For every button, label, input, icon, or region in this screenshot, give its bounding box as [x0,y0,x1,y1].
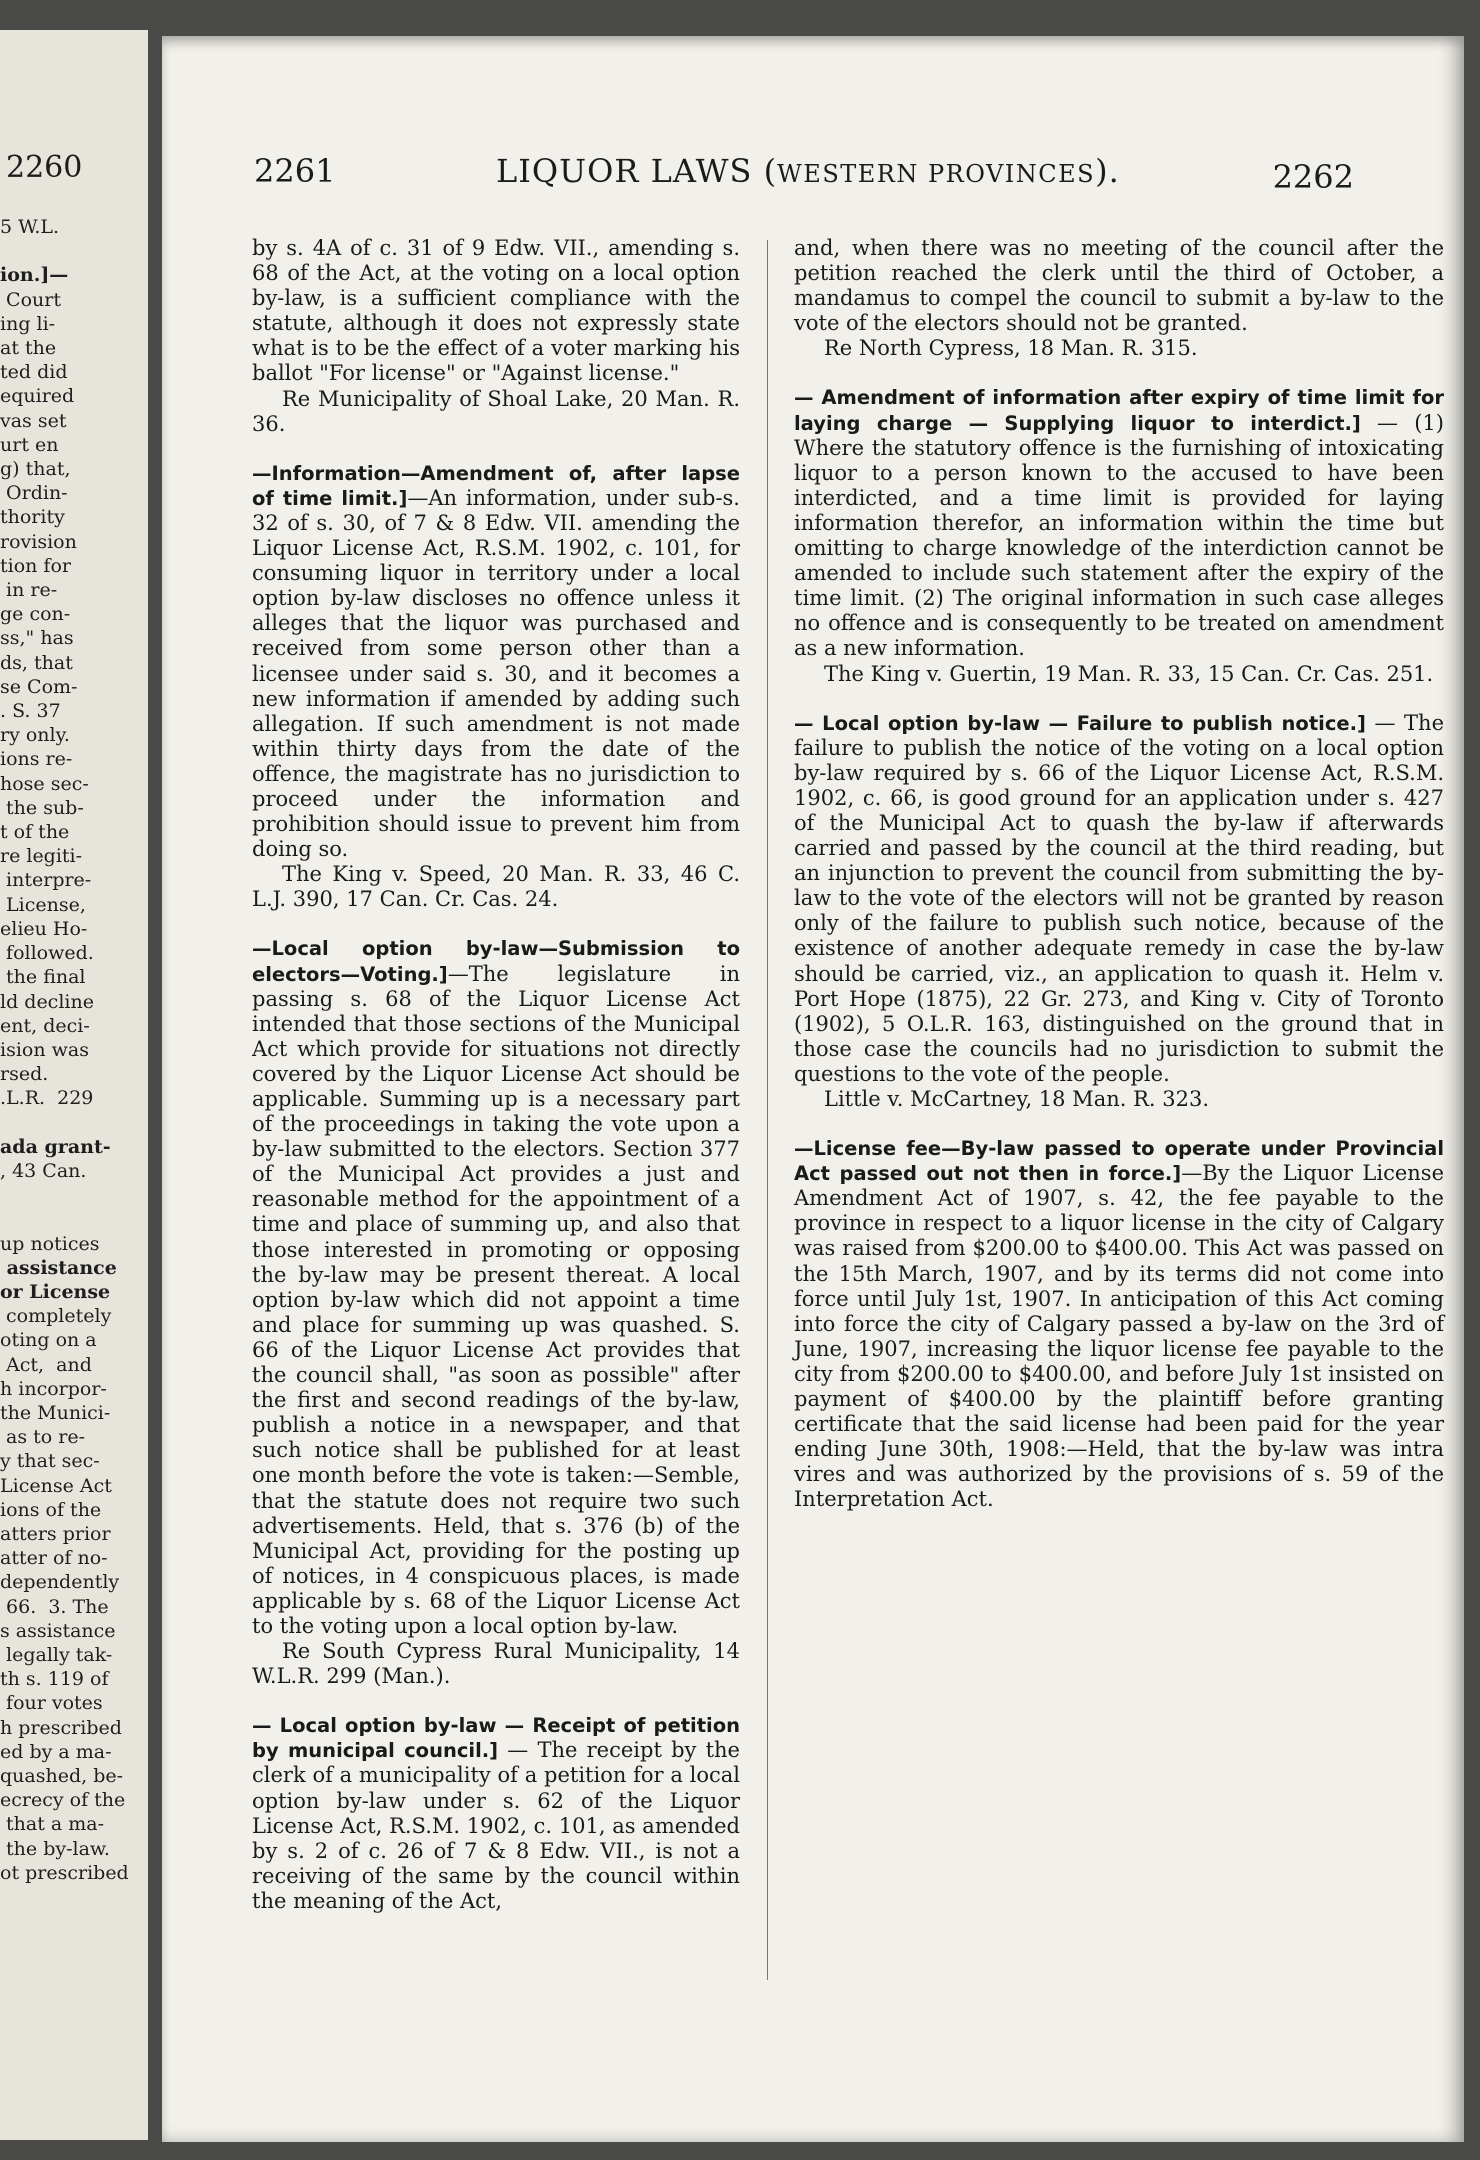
facing-page-line: that a ma- [0,1813,105,1836]
facing-page-line: up notices [0,1232,100,1255]
entry-heading: — Amendment of information after expiry of time limit for laying charge — Supplying liquor to interdict.] [794,386,1444,435]
facing-page-line: rovision [0,530,77,553]
facing-page-line: rsed. [0,1063,49,1086]
facing-page-line: thority [0,506,65,529]
facing-page-line: atters prior [0,1522,111,1545]
facing-page-line: h incorpor- [0,1377,107,1400]
facing-page-line: hose sec- [0,772,89,795]
facing-page-line: the final [0,966,86,989]
facing-page-line: 5 W.L. [0,216,60,238]
facing-page-line: dependently [0,1571,120,1594]
entry-citation: Little v. McCartney, 18 Man. R. 323. [824,1087,1210,1111]
facing-page-line [0,1111,148,1135]
facing-page-line: ds, that [0,651,73,674]
column-divider [767,240,768,1980]
facing-page-line [0,1207,148,1231]
entry-citation: The King v. Guertin, 19 Man. R. 33, 15 Can. Cr. Cas. 251. [824,661,1434,686]
facing-page-line: h prescribed [0,1716,122,1739]
facing-page-line: urt en [0,433,59,456]
facing-page-line: License Act [0,1474,112,1497]
facing-page-line: four votes [0,1692,103,1715]
facing-page-line: ry only. [0,724,70,747]
facing-page-line: License, [0,893,86,916]
facing-page-line: the by-law. [0,1837,110,1860]
facing-page-line: ed by a ma- [0,1740,112,1763]
running-title-main: LIQUOR LAWS ( [496,152,778,190]
facing-page-line: equired [0,385,75,408]
right-intro: and, when there was no meeting of the council after the petition reached the clerk until the third of October, a mandamus to compel the council to submit a by-law to the vote of the electors should not be granted. [794,236,1444,336]
facing-page-line: at the [0,337,57,360]
facing-page-line: completely [0,1305,112,1328]
facing-page-line: ge con- [0,603,71,626]
right-entry-3 [794,1136,1444,1512]
facing-page-line: vas set [0,409,67,432]
entry-heading: —License fee—By-law passed to operate under Provincial Act passed out not then in force.] [794,1137,1444,1186]
left-entry-2 [252,936,740,1689]
facing-page-line: the Munici- [0,1401,111,1424]
facing-page-line: .L.R. 229 [0,1087,94,1110]
facing-page-line: ing li- [0,312,56,335]
facing-page-line: ted did [0,361,68,384]
facing-page-line: Act, and [0,1353,92,1376]
running-title-small-caps: WESTERN PROVINCES [777,160,1096,188]
entry-heading: —Information—Amendment of, after lapse of time limit.] [252,461,740,510]
left-entry-3 [252,1713,740,1914]
right-intro-citation: Re North Cypress, 18 Man. R. 315. [824,336,1198,361]
facing-page-line: g) that, [0,458,71,481]
facing-page-line: ot prescribed [0,1861,129,1884]
left-column [252,236,740,1914]
running-title [496,152,1120,190]
entry-citation: The King v. Speed, 20 Man. R. 33, 46 C. L.J. 390, 17 Can. Cr. Cas. 24. [252,862,740,912]
facing-page-line: s assistance [0,1619,116,1642]
facing-page-line: tion for [0,554,71,577]
entry-body: — (1) Where the statutory offence is the furnishing of intoxicating liquor to a person known to the accused to have been interdicted, and a time limit is provided for laying information therefor, an information within the time but omitting to charge knowledge of the interdiction cannot be amended to include such statement after the expiry of the time limit. (2) The original information in such case alleges no offence and is consequently to be treated on amendment as a new information. [794,410,1444,661]
facing-page-line: th s. 119 of [0,1668,109,1691]
facing-page-line: 66. 3. The [0,1595,109,1618]
facing-page-line: the sub- [0,796,84,819]
facing-page-line: in re- [0,579,58,602]
left-entry-1 [252,461,740,913]
facing-page-line: or License [0,1280,111,1303]
right-entry-2 [794,711,1444,1113]
right-column [794,236,1444,1513]
running-header [162,152,1464,202]
facing-page-line: y that sec- [0,1450,100,1473]
entry-heading: — Local option by-law — Failure to publish notice.] [794,711,1366,735]
facing-page-line: t of the [0,821,70,844]
facing-page-line: . S. 37 [0,700,61,723]
main-page [162,36,1464,2142]
right-entry-1 [794,385,1444,686]
facing-page-line: ions re- [0,748,73,771]
facing-page-line: quashed, be- [0,1765,124,1787]
facing-page-line: ss," has [0,627,74,650]
facing-page-line: as to re- [0,1426,86,1449]
facing-page-line: , 43 Can. [0,1159,87,1182]
entry-body: — The failure to publish the notice of the voting on a local option by-law required by s. 66 of the Liquor License Act, R.S.M. 1902, c. 66, is good ground for an application under s. 427 of the Municipal Act to quash the by-law if afterwards carried and passed by the council at the third reading, but an injunction to prevent the council from submitting the by-law to the vote of the electors will not be granted by reason only of the failure to publish such notice, because of the existence of another adequate remedy in case the by-law should be carried, viz., an application to quash it. Helm v. Port Hope (1875), 22 Gr. 273, and King v. City of Toronto (1902), 5 O.L.R. 163, distinguished on the ground that in those case the councils had no jurisdiction to submit the questions to the vote of the people. [794,710,1445,1086]
facing-page-line: ision was [0,1038,89,1061]
facing-page-line: atter of no- [0,1547,108,1570]
entry-body: —An information, under sub-s. 32 of s. 30, of 7 & 8 Edw. VII. amending the Liquor License Act, R.S.M. 1902, c. 101, for consuming liquor in territory under a local option by-law discloses no offence unless it alleges that the liquor was purchased and received from some person other than a licensee under said s. 30, and it becomes a new information if amended by adding such allegation. If such amendment is not made within thirty days from the date of the offence, the magistrate has no jurisdiction to proceed under the information and prohibition should issue to prevent him from doing so. [252,485,740,862]
facing-page-line: oting on a [0,1329,97,1352]
entry-body: — The receipt by the clerk of a municipality of a petition for a local option by-law under s. 62 of the Liquor License Act, R.S.M. 1902, c. 101, as amended by s. 2 of c. 26 of 7 & 8 Edw. VII., is not a receiving of the same by the council within the meaning of the Act, [252,1738,740,1913]
left-intro-citation: Re Municipality of Shoal Lake, 20 Man. R. 36. [252,386,740,436]
facing-page-number: 2260 [6,150,83,185]
facing-page-text [0,215,148,1885]
facing-page-line: followed. [0,942,94,965]
facing-page-line: ions of the [0,1498,102,1521]
running-title-end: ). [1095,152,1120,190]
entry-body: —The legislature in passing s. 68 of the Liquor License Act intended that those sections of the Municipal Act which provide for situations not directly covered by the Liquor License Act should be applicable. Summing up is a necessary part of the proceedings in taking the vote upon a by-law submitted to the electors. Section 377 of the Municipal Act provides a just and reasonable method for the appointment of a time and place of summing up, and also that those interested in promoting or opposing the by-law may be present thereat. A local option by-law which did not appoint a time and place for summing up was quashed. S. 66 of the Liquor License Act provides that the council shall, "as soon as possible" after the first and second readings of the by-law, publish a notice in a newspaper, and that such notice shall be published for at least one month before the vote is taken:—Semble, that the statute does not require two such advertisements. Held, that s. 376 (b) of the Municipal Act, providing for the posting up of notices, in 4 conspicuous places, is made applicable by s. 68 of the Liquor License Act to the voting upon a local option by-law. [252,961,740,1638]
left-intro: by s. 4A of c. 31 of 9 Edw. VII., amending s. 68 of the Act, at the voting on a local option by-law, is a sufficient compliance with the statute, although it does not expressly state what is to be the effect of a voter marking his ballot "For license" or "Against license." [252,236,740,386]
facing-page-line: assistance [0,1256,117,1279]
entry-citation: Re South Cypress Rural Municipality, 14 W.L.R. 299 (Man.). [252,1639,740,1689]
page-number-right: 2262 [1272,158,1354,196]
facing-page-line: ld decline [0,990,94,1013]
facing-page-line: ent, deci- [0,1014,90,1037]
entry-heading: —Local option by-law—Submission to electors—Voting.] [252,937,740,986]
facing-page-line: Ordin- [0,482,68,505]
facing-page-line [0,239,148,263]
facing-page-line: legally tak- [0,1643,113,1666]
facing-page-line: re legiti- [0,845,83,868]
facing-page-left [0,30,148,2140]
page-number-left: 2261 [254,152,336,190]
facing-page-line: interpre- [0,869,92,892]
facing-page-line: elieu Ho- [0,917,88,940]
facing-page-line: ion.]— [0,264,69,287]
facing-page-line: ecrecy of the [0,1789,126,1812]
facing-page-line: ada grant- [0,1135,111,1158]
facing-page-line: se Com- [0,675,78,698]
entry-body: —By the Liquor License Amendment Act of 1907, s. 42, the fee payable to the province in respect to a liquor license in the city of Calgary was raised from $200.00 to $400.00. This Act was passed on the 15th March, 1907, and by its terms did not come into force until July 1st, 1907. In anticipation of this Act coming into force the city of Calgary passed a by-law on the 3rd of June, 1907, increasing the liquor license fee payable to the city from $200.00 to $400.00, and before July 1st insisted on payment of $400.00 by the plaintiff before granting certificate that the said license had been paid for the year ending June 30th, 1908:—Held, that the by-law was intra vires and was authorized by the provisions of s. 59 of the Interpretation Act. [794,1161,1445,1512]
facing-page-line [0,1183,148,1207]
facing-page-line: Court [0,288,61,311]
entry-heading: — Local option by-law — Receipt of petition by municipal council.] [252,1714,740,1763]
